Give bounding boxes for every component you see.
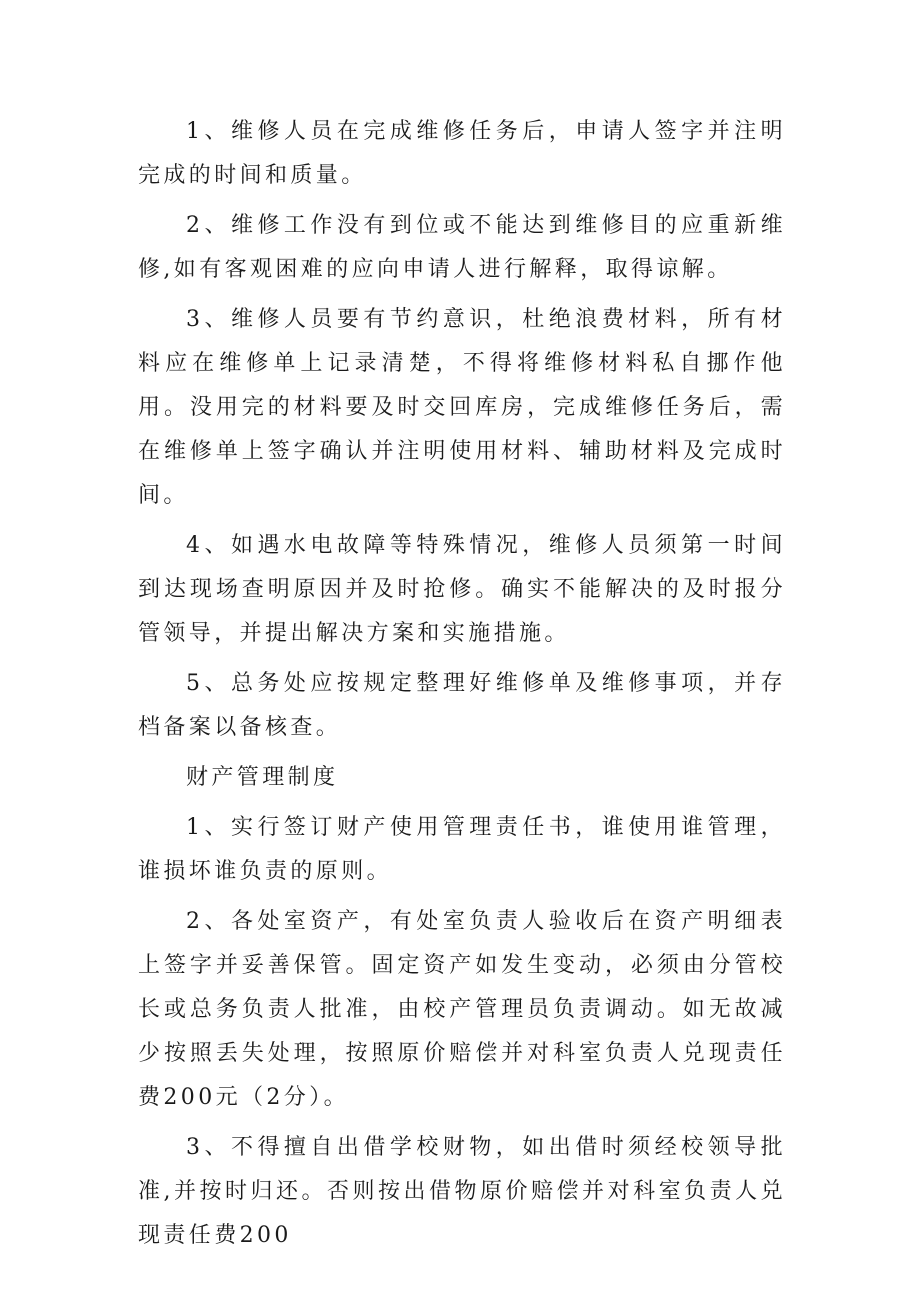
paragraph-lending: 3、不得擅自出借学校财物，如出借时须经校领导批准,并按时归还。否则按出借物原价赔偿并对科室负责人兑现责任费200 <box>138 1135 786 1248</box>
paragraph-responsibility: 1、实行签订财产使用管理责任书，谁使用谁管理，谁损坏谁负责的原则。 <box>138 815 786 884</box>
paragraph-emergency-repair: 4、如遇水电故障等特殊情况，维修人员须第一时间到达现场查明原因并及时抢修。确实不能解决的及时报分管领导，并提出解决方案和实施措施。 <box>138 533 786 646</box>
paragraph-repair-completion: 1、维修人员在完成维修任务后，申请人签字并注明完成的时间和质量。 <box>138 119 786 188</box>
paragraph-asset-custody: 2、各处室资产，有处室负责人验收后在资产明细表上签字并妥善保管。固定资产如发生变动，必须由分管校长或总务负责人批准，由校产管理员负责调动。如无故减少按照丢失处理，按照原价赔偿并对科室负责人兑现责任费200元（2分）。 <box>138 909 786 1110</box>
section-heading-property-management: 财产管理制度 <box>186 765 339 790</box>
paragraph-material-saving: 3、维修人员要有节约意识，杜绝浪费材料，所有材料应在维修单上记录清楚，不得将维修材料私自挪作他用。没用完的材料要及时交回库房，完成维修任务后，需在维修单上签字确认并注明使用材料、辅助材料及完成时间。 <box>138 307 786 508</box>
paragraph-archive: 5、总务处应按规定整理好维修单及维修事项，并存档备案以备核查。 <box>138 671 786 740</box>
paragraph-repair-redo: 2、维修工作没有到位或不能达到维修目的应重新维修,如有客观困难的应向申请人进行解释，取得谅解。 <box>138 213 786 282</box>
document-body <box>138 110 786 1264</box>
